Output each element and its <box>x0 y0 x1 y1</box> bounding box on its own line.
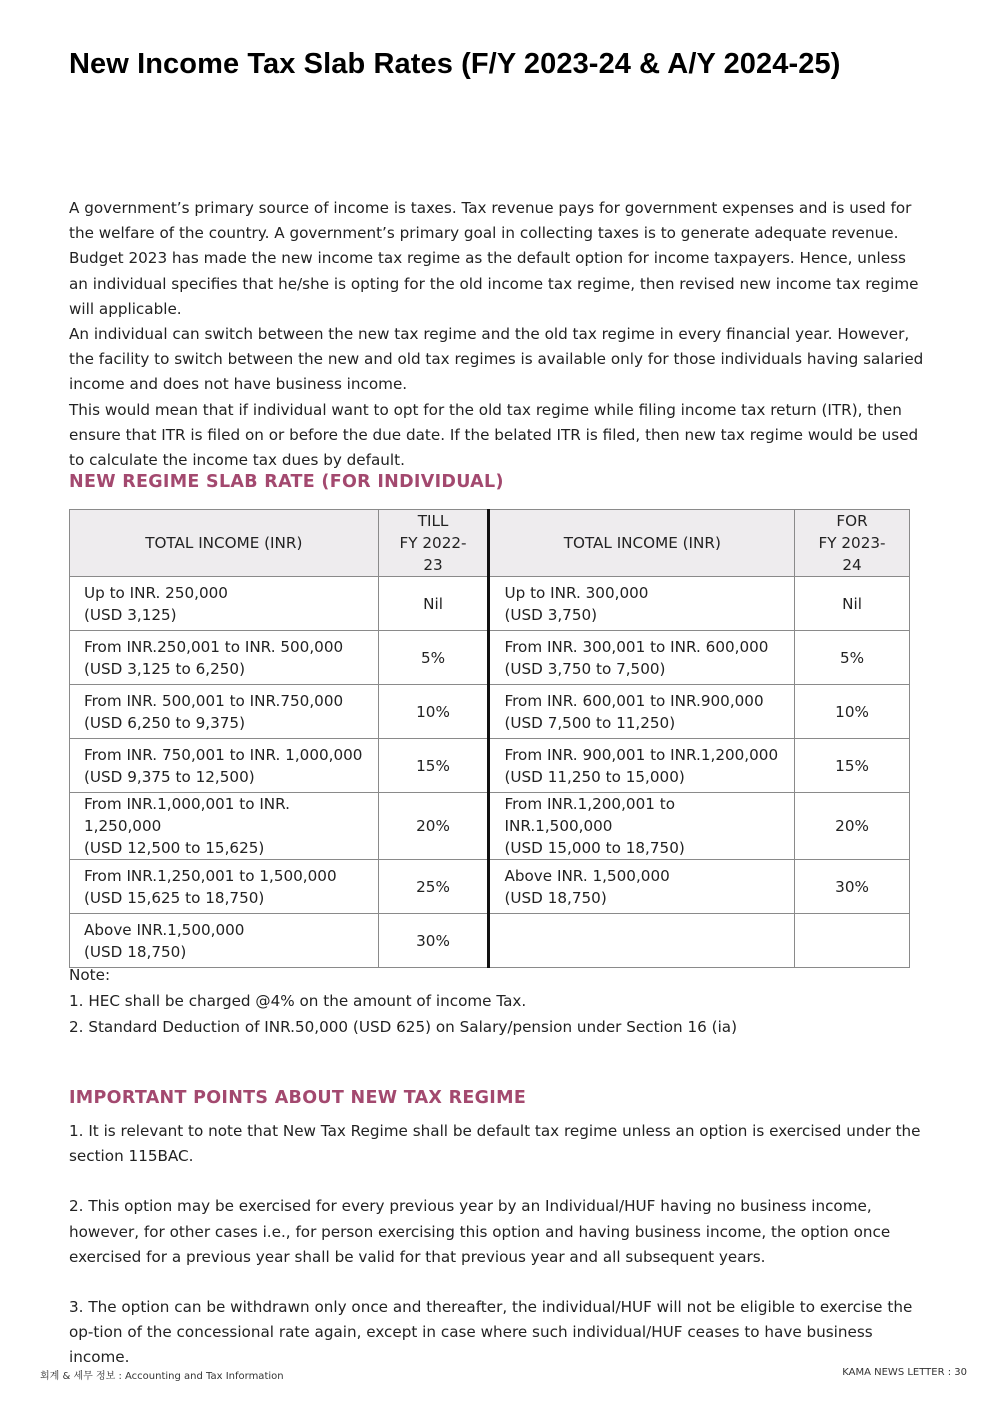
income-cell <box>489 860 795 914</box>
rate-cell: 15% <box>795 739 910 793</box>
usd-range: (USD 11,250 to 15,000) <box>504 767 685 786</box>
rate-cell: 30% <box>795 860 910 914</box>
income-cell <box>70 577 379 631</box>
point-item: 1. It is relevant to note that New Tax Regime shall be default tax regime unless an option is exercised under the section 115BAC. <box>69 1122 921 1166</box>
table-row <box>70 577 910 631</box>
intro-paragraph: An individual can switch between the new tax regime and the old tax regime in every financial year. However, the facility to switch between the new and old tax regimes is available only for those individuals having salaried income and does not have business income. <box>69 325 924 394</box>
income-range: From INR. 750,001 to INR. 1,000,000 <box>84 745 363 764</box>
table-row <box>70 739 910 793</box>
income-cell <box>489 793 795 860</box>
intro-paragraph: A government’s primary source of income is taxes. Tax revenue pays for government expenses and is used for the welfare of the country. A government’s primary goal in collecting taxes is to generate adequate revenue. Budget 2023 has made the new income tax regime as the default option for income taxpayers. Hence, unless an individual specifies that he/she is opting for the old income tax regime, then revised new income tax regime will applicable. <box>69 199 919 318</box>
income-range: From INR.1,200,001 to INR.1,500,000 <box>504 795 675 835</box>
income-range: Above INR. 1,500,000 <box>504 866 670 885</box>
income-range: From INR. 600,001 to INR.900,000 <box>504 691 764 710</box>
footer-section-label: 회계 & 세무 정보 : Accounting and Tax Information <box>40 1371 284 1382</box>
table-row <box>70 793 910 860</box>
points-section-heading: IMPORTANT POINTS ABOUT NEW TAX REGIME <box>69 1088 527 1108</box>
rate-cell: Nil <box>795 577 910 631</box>
income-range: Up to INR. 300,000 <box>504 583 649 602</box>
income-range: Up to INR. 250,000 <box>84 583 228 602</box>
income-range: From INR.1,000,001 to INR. 1,250,000 <box>84 795 291 835</box>
intro-text <box>69 196 929 473</box>
usd-range: (USD 6,250 to 9,375) <box>84 713 245 732</box>
intro-paragraph: This would mean that if individual want to opt for the old tax regime while filing income tax return (ITR), then ensure that ITR is filed on or before the due date. If the belated ITR is filed, then new tax regime would be used to calculate the income tax dues by default. <box>69 400 919 470</box>
income-cell <box>489 914 795 968</box>
income-cell <box>70 685 379 739</box>
income-cell <box>70 631 379 685</box>
income-cell <box>489 685 795 739</box>
income-cell <box>489 577 795 631</box>
rate-cell: Nil <box>378 577 489 631</box>
table-row <box>70 685 910 739</box>
rate-cell: 30% <box>378 914 489 968</box>
rate-cell: 20% <box>795 793 910 860</box>
table-row <box>70 860 910 914</box>
income-range: From INR.1,250,001 to 1,500,000 <box>84 866 337 885</box>
usd-range: (USD 18,750) <box>504 888 607 907</box>
note-item: 2. Standard Deduction of INR.50,000 (USD 625) on Salary/pension under Section 16 (ia) <box>69 1018 738 1036</box>
usd-range: (USD 3,750 to 7,500) <box>504 659 666 678</box>
usd-range: (USD 3,125 to 6,250) <box>84 659 245 678</box>
income-cell <box>70 739 379 793</box>
header-rate-till-fy2022-23 <box>378 510 489 577</box>
footer-page-number: KAMA NEWS LETTER : 30 <box>842 1367 967 1378</box>
header-rate-for-fy2023-24 <box>795 510 910 577</box>
income-cell <box>70 793 379 860</box>
income-range: From INR. 900,001 to INR.1,200,000 <box>504 745 779 764</box>
income-cell <box>70 860 379 914</box>
income-range: From INR. 300,001 to INR. 600,000 <box>504 637 769 656</box>
notes-label: Note: <box>69 966 111 984</box>
rate-cell: 20% <box>378 793 489 860</box>
slab-section-heading: NEW REGIME SLAB RATE (FOR INDIVIDUAL) <box>69 472 504 492</box>
point-item: 3. The option can be withdrawn only once and thereafter, the individual/HUF will not be eligible to exercise the op-tion of the concessional rate again, except in case where such individual/HUF ceases to have business income. <box>69 1298 913 1367</box>
income-range: Above INR.1,500,000 <box>84 920 245 939</box>
rate-cell: 5% <box>795 631 910 685</box>
table-row <box>70 631 910 685</box>
usd-range: (USD 9,375 to 12,500) <box>84 767 255 786</box>
income-cell <box>489 739 795 793</box>
point-item: 2. This option may be exercised for every previous year by an Individual/HUF having no business income, however, for other cases i.e., for person exercising this option and having business income, the option once exercised for a previous year shall be valid for that previous year and all subsequent years. <box>69 1197 891 1266</box>
usd-range: (USD 12,500 to 15,625) <box>84 839 265 857</box>
rate-cell: 5% <box>378 631 489 685</box>
rate-cell: 10% <box>795 685 910 739</box>
table-header-row <box>70 510 910 577</box>
income-range: From INR.250,001 to INR. 500,000 <box>84 637 344 656</box>
header-total-income-old: TOTAL INCOME (INR) <box>70 510 379 577</box>
table-row <box>70 914 910 968</box>
header-rate-line: FY 2022-23 <box>399 534 467 574</box>
usd-range: (USD 3,750) <box>504 605 598 624</box>
usd-range: (USD 3,125) <box>84 605 177 624</box>
income-cell <box>70 914 379 968</box>
page-title: New Income Tax Slab Rates (F/Y 2023-24 & A/Y 2024-25) <box>69 48 841 80</box>
header-rate-line: FY 2023-24 <box>818 534 886 574</box>
income-range: From INR. 500,001 to INR.750,000 <box>84 691 344 710</box>
usd-range: (USD 7,500 to 11,250) <box>504 713 676 732</box>
header-total-income-new: TOTAL INCOME (INR) <box>489 510 795 577</box>
note-item: 1. HEC shall be charged @4% on the amount of income Tax. <box>69 992 527 1010</box>
rate-cell <box>795 914 910 968</box>
important-points <box>69 1119 929 1396</box>
rate-cell: 15% <box>378 739 489 793</box>
rate-cell: 10% <box>378 685 489 739</box>
income-cell <box>489 631 795 685</box>
usd-range: (USD 18,750) <box>84 942 187 961</box>
header-rate-line: TILL <box>417 512 449 530</box>
usd-range: (USD 15,000 to 18,750) <box>504 839 685 857</box>
header-rate-line: FOR <box>836 512 868 530</box>
notes <box>69 962 929 1040</box>
rate-cell: 25% <box>378 860 489 914</box>
usd-range: (USD 15,625 to 18,750) <box>84 888 265 907</box>
slab-rate-table <box>69 509 910 968</box>
